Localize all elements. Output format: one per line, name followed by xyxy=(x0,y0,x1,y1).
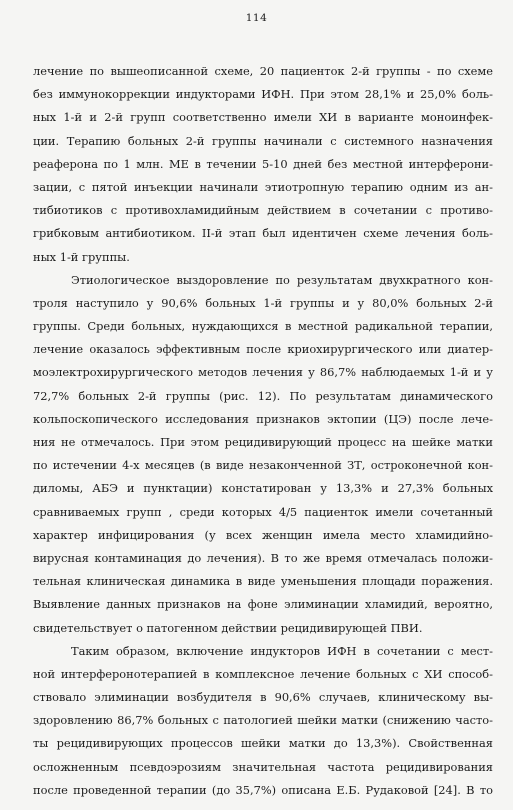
text-line: моэлектрохирургического методов лечения у 86,7% наблюдаемых 1-й и у xyxy=(33,365,493,380)
text-line: ты рецидивирующих процессов шейки матки до 13,3%). Свойственная xyxy=(33,736,493,751)
text-line: по истечении 4-х месяцев (в виде незаконченной ЗТ, остроконечной кон- xyxy=(33,458,493,473)
text-line: здоровлению 86,7% больных с патологией шейки матки (снижению часто- xyxy=(33,713,493,728)
text-line: ствовало элиминации возбудителя в 90,6% случаев, клиническому вы- xyxy=(33,690,493,705)
text-line: ных 1-й и 2-й групп соответственно имели ХИ в варианте моноинфек- xyxy=(33,110,493,125)
text-line: после проведенной терапии (до 35,7%) описана Е.Б. Рудаковой [24]. В то xyxy=(33,782,493,797)
text-line: 72,7% больных 2-й группы (рис. 12). По результатам динамического xyxy=(33,388,493,403)
body-text xyxy=(33,60,493,802)
text-line: характер инфицирования (у всех женщин имела место хламидийно- xyxy=(33,527,493,542)
paragraph-first-line: Таким образом, включение индукторов ИФН в сочетании с мест- xyxy=(71,643,493,658)
text-line: диломы, АБЭ и пунктации) констатирован у 13,3% и 27,3% больных xyxy=(33,481,493,496)
text-line: без иммунокоррекции индукторами ИФН. При этом 28,1% и 25,0% боль- xyxy=(33,87,493,102)
text-line: ных 1-й группы. xyxy=(33,249,130,264)
text-line: тибиотиков с противохламидийным действием в сочетании с противо- xyxy=(33,203,493,218)
text-line: ной интерферонотерапией в комплексное лечение больных с ХИ способ- xyxy=(33,666,493,681)
text-line: троля наступило у 90,6% больных 1-й группы и у 80,0% больных 2-й xyxy=(33,295,493,310)
text-line: ния не отмечалось. При этом рецидивирующий процесс на шейке матки xyxy=(33,435,493,449)
text-line: вирусная контаминация до лечения). В то же время отмечалась положи- xyxy=(33,550,493,565)
text-line: Выявление данных признаков на фоне элиминации хламидий, вероятно, xyxy=(33,597,493,612)
text-line: лечение оказалось эффективным после криохирургического или диатер- xyxy=(33,342,493,357)
paragraph-first-line: Этиологическое выздоровление по результатам двухкратного кон- xyxy=(71,272,493,287)
page-number: 114 xyxy=(245,12,268,24)
text-line: ции. Терапию больных 2-й группы начинали с системного назначения xyxy=(33,133,493,148)
text-line: свидетельствует о патогенном действии рецидивирующей ПВИ. xyxy=(33,620,423,635)
text-line: тельная клиническая динамика в виде уменьшения площади поражения. xyxy=(33,574,493,589)
text-line: зации, с пятой инъекции начинали этиотропную терапию одним из ан- xyxy=(33,179,493,194)
text-line: осложненным псевдоэрозиям значительная частота рецидивирования xyxy=(33,759,493,774)
text-line: реаферона по 1 млн. МЕ в течении 5-10 дней без местной интерферони- xyxy=(33,156,493,171)
text-line: сравниваемых групп , среди которых 4/5 пациенток имели сочетанный xyxy=(33,504,493,519)
text-line: грибковым антибиотиком. II-й этап был идентичен схеме лечения боль- xyxy=(33,226,493,241)
text-line: кольпоскопического исследования признаков эктопии (ЦЭ) после лече- xyxy=(33,411,493,426)
text-line: группы. Среди больных, нуждающихся в местной радикальной терапии, xyxy=(33,319,493,334)
text-line: лечение по вышеописанной схеме, 20 пациенток 2-й группы - по схеме xyxy=(33,64,493,78)
